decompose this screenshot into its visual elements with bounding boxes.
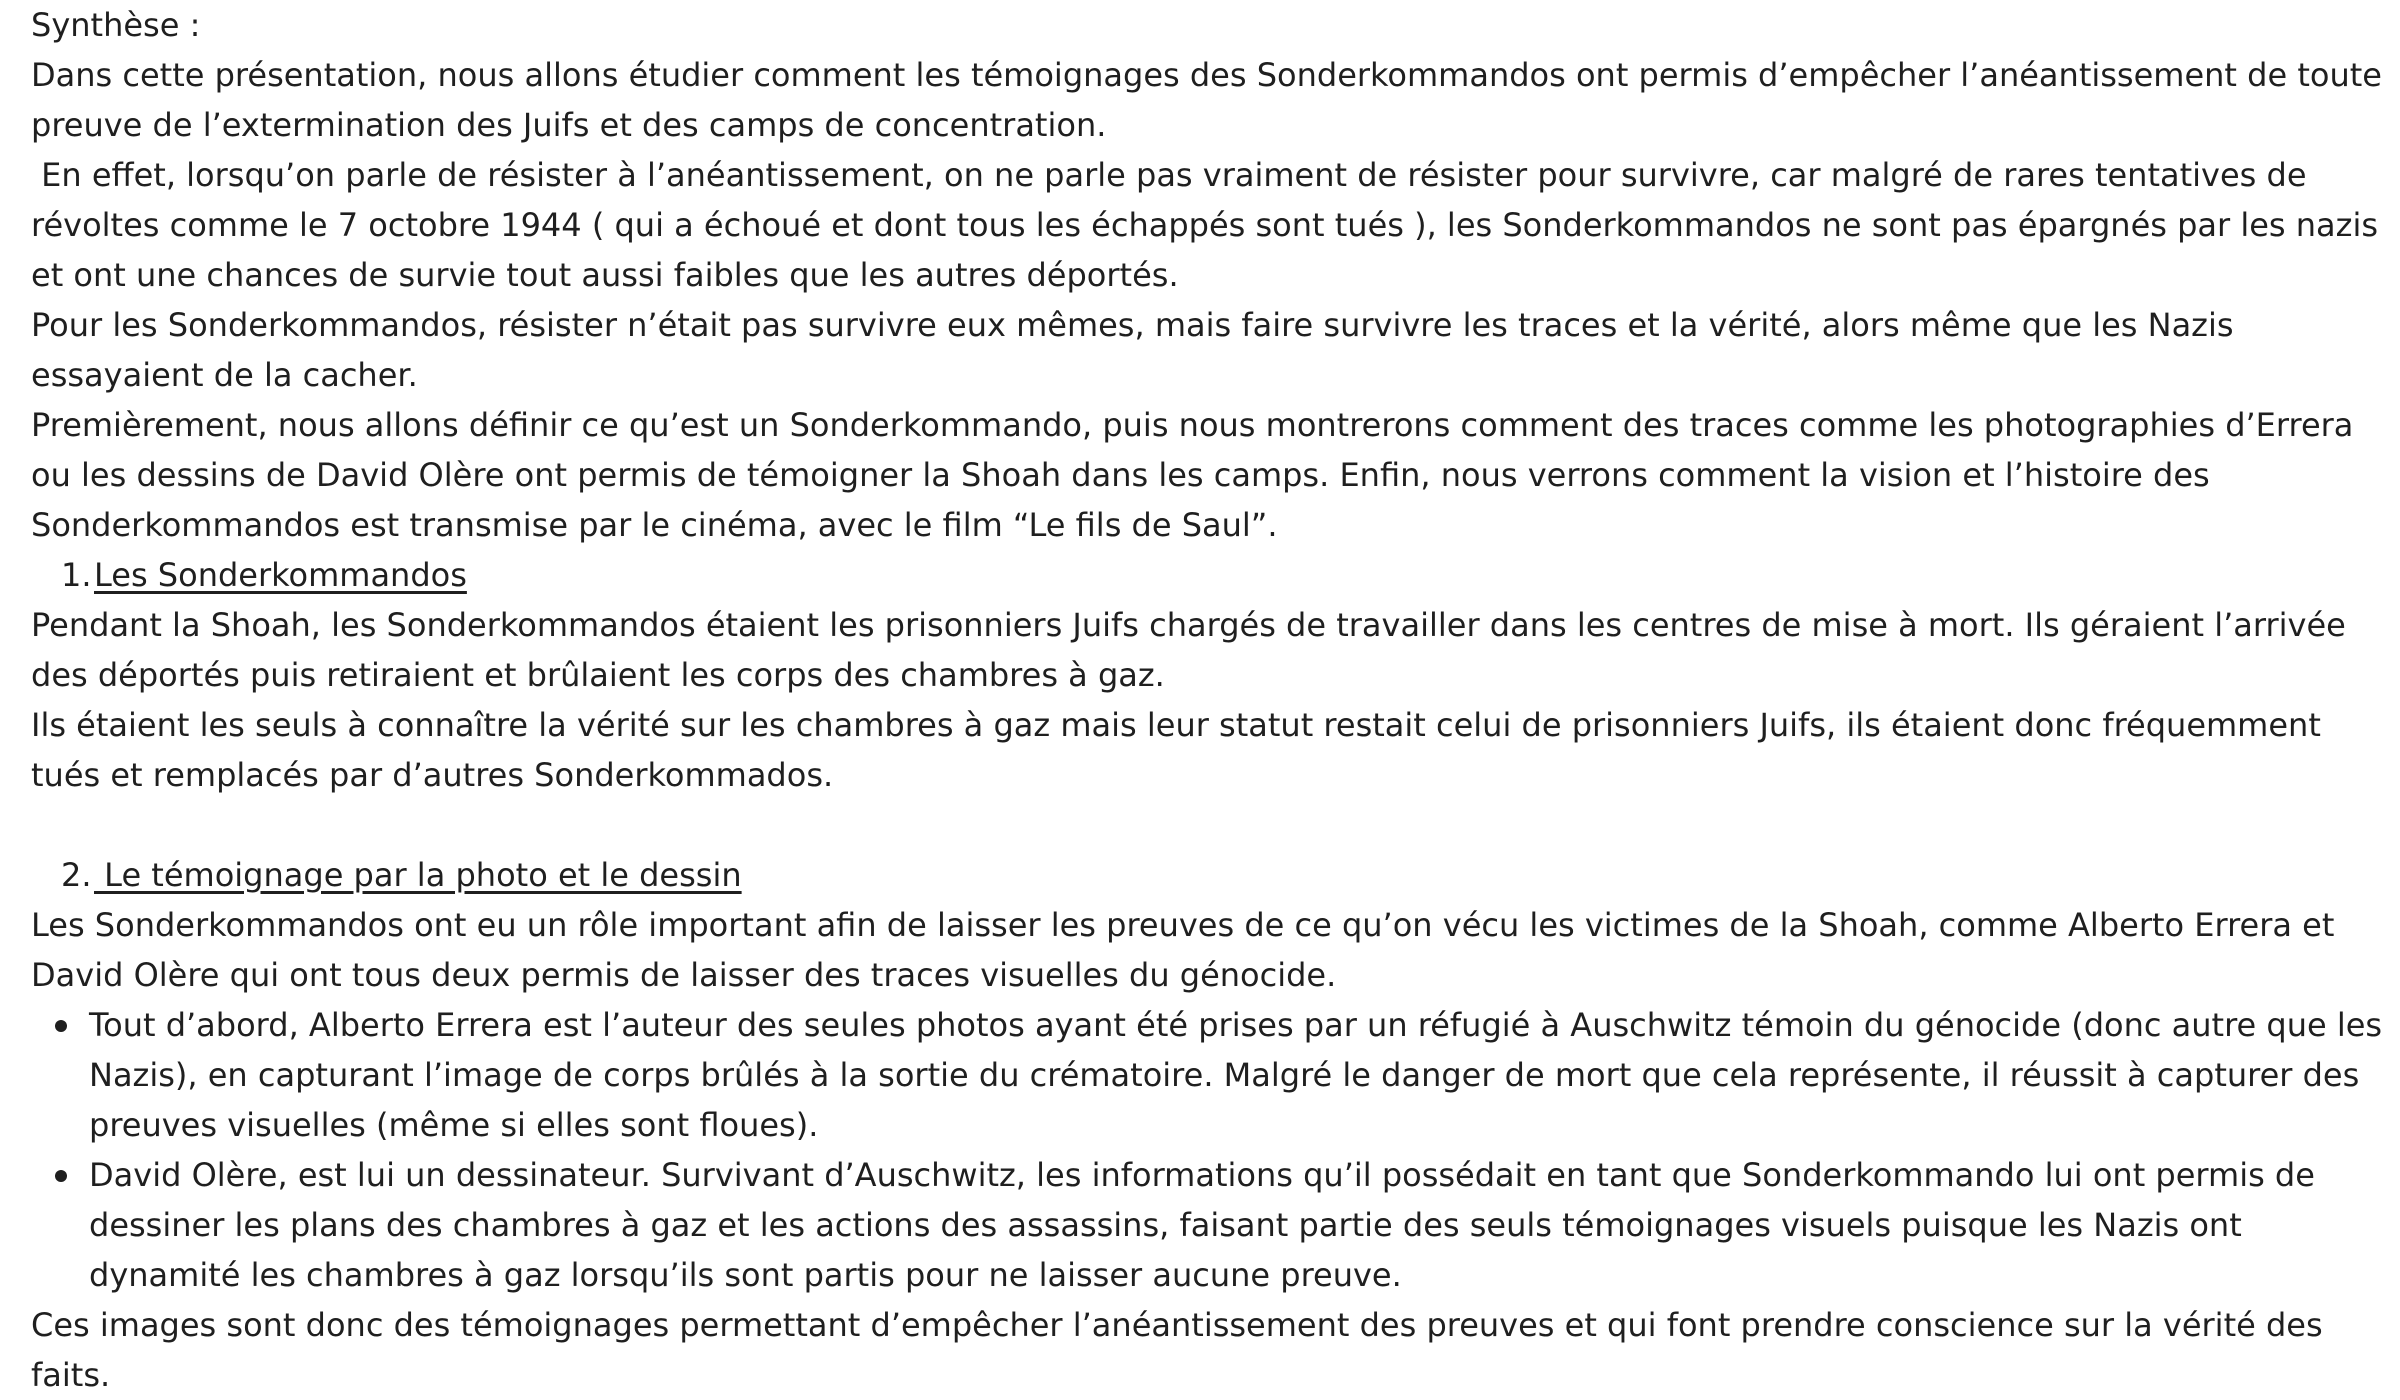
- bullet-icon: [55, 1170, 67, 1182]
- intro-paragraph-4: Premièrement, nous allons définir ce qu’est un Sonderkommando, puis nous montrerons comment des traces comme les photographies d’Errera ou les dessins de David Olère ont permis de témoigner la Shoah dans les camps. Enfin, nous verrons comment la vision et l’histoire des Sonderkommandos est transmise par le cinéma, avec le film “Le fils de Saul”.: [31, 406, 2364, 544]
- intro-paragraph-3: Pour les Sonderkommandos, résister n’était pas survivre eux mêmes, mais faire survivre les traces et la vérité, alors même que les Nazis essayaient de la cacher.: [31, 306, 2244, 394]
- section-1-title: Les Sonderkommandos: [94, 556, 467, 594]
- bullet-text-errera: Tout d’abord, Alberto Errera est l’auteur des seules photos ayant été prises par un réfugié à Auschwitz témoin du génocide (donc autre que les Nazis), en capturant l’image de corps brûlés à la sortie du crématoire. Malgré le danger de mort que cela représente, il réussit à capturer des preuves visuelles (même si elles sont floues).: [89, 1006, 2383, 1144]
- blank-line: [31, 800, 2394, 850]
- bullet-list: [31, 1000, 2394, 1300]
- section-1-paragraph-2: Ils étaient les seuls à connaître la vérité sur les chambres à gaz mais leur statut restait celui de prisonniers Juifs, ils étaient donc fréquemment tués et remplacés par d’autres Sonderkommados.: [31, 706, 2332, 794]
- section-2-paragraph-1: Les Sonderkommandos ont eu un rôle important afin de laisser les preuves de ce qu’on vécu les victimes de la Shoah, comme Alberto Errera et David Olère qui ont tous deux permis de laisser des traces visuelles du génocide.: [31, 906, 2345, 994]
- list-item: [31, 1000, 2394, 1150]
- bullet-text-olere: David Olère, est lui un dessinateur. Survivant d’Auschwitz, les informations qu’il possédait en tant que Sonderkommando lui ont permis de dessiner les plans des chambres à gaz et les actions des assassins, faisant partie des seuls témoignages visuels puisque les Nazis ont dynamité les chambres à gaz lorsqu’ils sont partis pour ne laisser aucune preuve.: [89, 1156, 2315, 1294]
- bullet-icon: [55, 1020, 67, 1032]
- section-2-number: 2.: [61, 856, 92, 894]
- section-1-number: 1.: [61, 556, 92, 594]
- synthesis-label: Synthèse :: [31, 6, 201, 44]
- intro-paragraph-2: En effet, lorsqu’on parle de résister à l’anéantissement, on ne parle pas vraiment de résister pour survivre, car malgré de rares tentatives de révoltes comme le 7 octobre 1944 ( qui a échoué et dont tous les échappés sont tués ), les Sonderkommandos ne sont pas épargnés par les nazis et ont une chances de survie tout aussi faibles que les autres déportés.: [31, 156, 2389, 294]
- list-item: [31, 1150, 2394, 1300]
- section-1-paragraph-1: Pendant la Shoah, les Sonderkommandos étaient les prisonniers Juifs chargés de travailler dans les centres de mise à mort. Ils géraient l’arrivée des déportés puis retiraient et brûlaient les corps des chambres à gaz.: [31, 606, 2356, 694]
- section-1-heading: [31, 550, 2394, 600]
- section-2-heading: [31, 850, 2394, 900]
- intro-paragraph-1: Dans cette présentation, nous allons étudier comment les témoignages des Sonderkommandos ont permis d’empêcher l’anéantissement de toute preuve de l’extermination des Juifs et des camps de concentration.: [31, 56, 2393, 144]
- section-2-conclusion: Ces images sont donc des témoignages permettant d’empêcher l’anéantissement des preuves et qui font prendre conscience sur la vérité des faits.: [31, 1306, 2333, 1394]
- section-2-title: Le témoignage par la photo et le dessin: [94, 856, 742, 894]
